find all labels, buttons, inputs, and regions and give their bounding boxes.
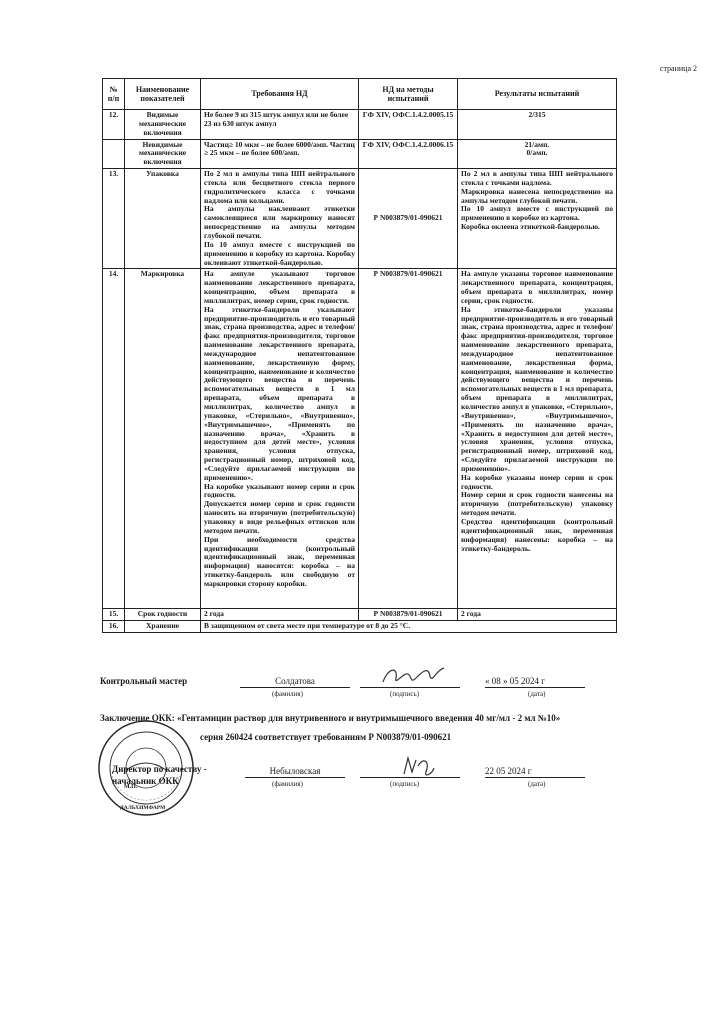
sign-caption: (подпись): [390, 780, 420, 788]
table-row: [103, 110, 617, 140]
table-header-row: [103, 79, 617, 110]
row-req: На ампуле указывают торговое наименование лекарственного препарата, концентрацию, объем препарата в миллилитрах, номер серии, срок годности. На этикетке-бандероли указывают предприятие-производитель и его товарный знак, страна производства, адрес и телефон/факс предприятия-производителя, торговое наименование лекарственного препарата, международное непатентованное наименование, лекарственную форму, концентрацию, наименование и количество действующего вещества и перечень вспомогательных веществ в 1 мл препарата, объем препарата в миллилитрах, количество ампул в упаковке, «Стерильно», «Внутривенно», «Внутримышечно», «Применять по назначению врача», «Хранить в недоступном для детей месте», условия хранения, условия отпуска, регистрационный номер, штриховой код, «Следуйте прилагаемой инструкции по применению». На коробке указывают номер серии и срок годности. Допускается номер серии и срок годности наносить на вторичную (потребительскую) упаковку в виде рельефных оттисков или методом печати. При необходимости средства идентификации (контрольный идентификационный знак, переменная информация) наносятся: коробка – на этикетку-бандероль или свободную от маркировки сторону коробки.: [201, 269, 359, 609]
spec-table: [102, 78, 617, 633]
master-label: Контрольный мастер: [100, 676, 188, 686]
conclusion-text: Заключение ОКК: «Гентамицин раствор для внутривенного и внутримышечного введения 40 мг/мл - 2 мл №10»: [100, 713, 561, 723]
row-req: 2 года: [201, 609, 359, 621]
row-num: 12.: [103, 110, 125, 140]
row-name: Видимые механические включения: [125, 110, 201, 140]
row-req: Не более 9 из 315 штук ампул или не более 23 из 630 штук ампул: [201, 110, 359, 140]
master-date: « 08 » 05 2024 г: [485, 676, 545, 686]
director-name: Небыловская: [269, 766, 321, 776]
row-nd: Р N003879/01-090621: [359, 169, 458, 269]
row-name: Невидимые механические включения: [125, 139, 201, 169]
director-date: 22 05 2024 г: [485, 766, 532, 776]
row-num: 14.: [103, 269, 125, 609]
underline: [485, 777, 585, 778]
stamp-text: ДАЛЬХИМФАРМ: [120, 805, 166, 811]
row-res: По 2 мл в ампулы типа ШП нейтрального стекла с точками надлома. Маркировка нанесена непосредственно на ампулы методом глубокой печати. По 10 ампул вместе с инструкцией по применению в коробке из картона. Коробка оклеена этикеткой-бандеролью.: [458, 169, 617, 269]
col-header-num: № п/п: [103, 79, 125, 110]
row-res: 2/315: [458, 110, 617, 140]
row-num: [103, 139, 125, 169]
row-num: 13.: [103, 169, 125, 269]
sign-caption: (подпись): [390, 690, 420, 698]
row-req: В защищенном от света месте при температуре от 8 до 25 °С.: [201, 621, 617, 633]
row-name: Маркировка: [125, 269, 201, 609]
row-nd: ГФ XIV, ОФС.1.4.2.0005.15: [359, 110, 458, 140]
underline: [360, 777, 460, 778]
row-nd: ГФ XIV, ОФС.1.4.2.0006.15: [359, 139, 458, 169]
signature-director: [398, 752, 438, 780]
row-res: 2 года: [458, 609, 617, 621]
signature-master: [378, 660, 448, 690]
table-row: [103, 621, 617, 633]
date-caption: (дата): [528, 780, 546, 788]
row-nd: Р N003879/01-090621: [359, 609, 458, 621]
stamp-mp: М.П.: [124, 784, 138, 790]
col-header-nd: НД на методы испытаний: [359, 79, 458, 110]
company-stamp: [96, 718, 196, 818]
row-num: 16.: [103, 621, 125, 633]
page-number: страница 2: [659, 64, 697, 73]
master-name: Солдатова: [275, 676, 315, 686]
director-label: Директор по качеству - начальник ОКК: [112, 764, 207, 786]
underline: [245, 777, 345, 778]
date-caption: (дата): [528, 690, 546, 698]
row-name: Хранение: [125, 621, 201, 633]
table-row: [103, 139, 617, 169]
row-num: 15.: [103, 609, 125, 621]
underline: [360, 687, 460, 688]
conclusion-text-2: серия 260424 соответствует требованиям Р N003879/01-090621: [200, 732, 452, 742]
table-row: [103, 269, 617, 609]
name-caption: (фамилия): [272, 780, 303, 788]
table-row: [103, 169, 617, 269]
row-name: Срок годности: [125, 609, 201, 621]
row-name: Упаковка: [125, 169, 201, 269]
col-header-req: Требования НД: [201, 79, 359, 110]
row-nd: Р N003879/01-090621: [359, 269, 458, 609]
underline: [240, 687, 350, 688]
name-caption: (фамилия): [272, 690, 303, 698]
table-row: [103, 609, 617, 621]
row-res: 21/амп. 0/амп.: [458, 139, 617, 169]
col-header-name: Наименование показателей: [125, 79, 201, 110]
underline: [485, 687, 585, 688]
col-header-res: Результаты испытаний: [458, 79, 617, 110]
row-req: Частиц≥ 10 мкм – не более 6000/амп. Частиц ≥ 25 мкм – не более 600/амп.: [201, 139, 359, 169]
row-req: По 2 мл в ампулы типа ШП нейтрального стекла или бесцветного стекла первого гидролитического класса с точками надлома или кольцами. На ампулы наклеивают этикетки самоклеящиеся или маркировку наносят непосредственно на ампулы методом глубокой печати. По 10 ампул вместе с инструкцией по применению в коробку из картона. Коробку оклеивают этикеткой-бандеролью.: [201, 169, 359, 269]
row-res: На ампуле указаны торговое наименование лекарственного препарата, концентрация, объем препарата в миллилитрах, номер серии, срок годности. На этикетке-бандероли указаны предприятие-производитель и его товарный знак, страна производства, адрес и телефон/факс предприятия-производителя, торговое наименование лекарственного препарата, международное непатентованное наименование, лекарственная форма, концентрация, наименование и количество действующего вещества и перечень вспомогательных веществ в 1 мл препарата, объем препарата в миллилитрах, количество ампул в упаковке, «Стерильно», «Внутривенно», «Внутримышечно», «Применять по назначению врача», «Хранить в недоступном для детей месте», условия хранения, условия отпуска, регистрационный номер, штриховой код, «Следуйте прилагаемой инструкции по применению». На коробке указаны номер серии и срок годности. Номер серии и срок годности нанесены на вторичную (потребительскую) упаковку методом печати. Средства идентификации (контрольный идентификационный знак, переменная информация) нанесены: коробка – на этикетку-бандероль.: [458, 269, 617, 609]
